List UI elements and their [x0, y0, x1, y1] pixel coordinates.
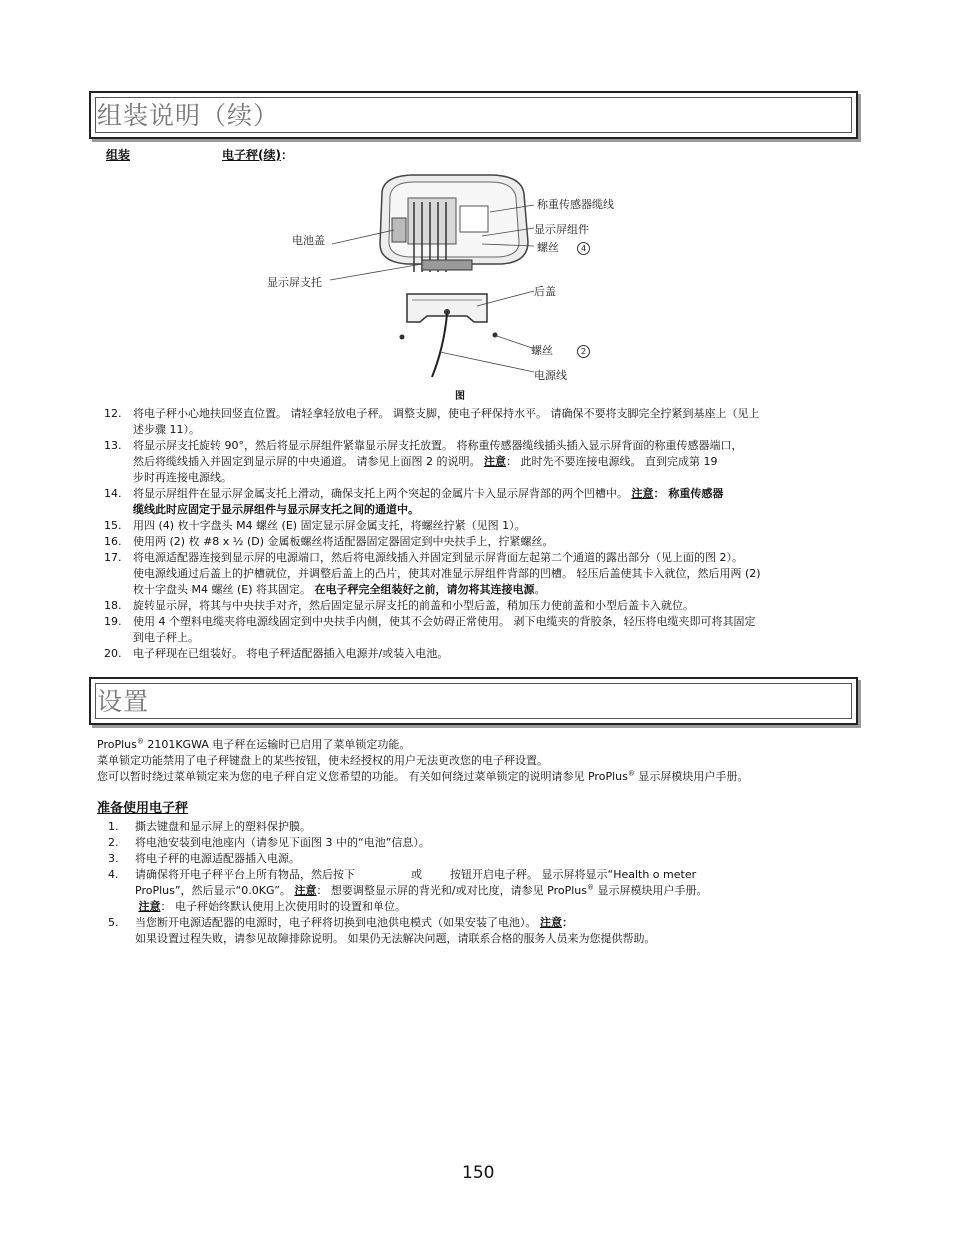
- step-text: 将电子秤的电源适配器插入电源。: [135, 852, 300, 865]
- callout-screw-4: [537, 239, 590, 255]
- step-number: 15.: [104, 519, 122, 532]
- step-text: 请确保将开电子秤平台上所有物品，然后按下 或 按钮开启电子秤。 显示屏将显示“Health o meter ProPlus”，然后显示“0.0KG”。 注意： 想要调整显示屏的背光和/或对比度，请参见 ProPlus® 显示屏模块用户手册。 注意： 电子秤始终默认使用上次使用时的设置和单位。: [135, 868, 708, 913]
- callout-screw-2-label: 螺丝: [531, 344, 553, 357]
- step-text: 当您断开电源适配器的电源时，电子秤将切换到电池供电模式（如果安装了电池）。 注意： 如果设置过程失败，请参见故障排除说明。 如果仍无法解决问题，请联系合格的服务人员来为您提供帮助。: [135, 916, 656, 945]
- step-number: 13.: [104, 439, 122, 452]
- callout-load-cable: 称重传感器缆线: [537, 198, 614, 211]
- section-title: 设置: [97, 687, 150, 716]
- label-plate: [460, 206, 488, 232]
- list-item: [108, 835, 848, 851]
- step-number: 1.: [108, 820, 119, 833]
- list-item: [104, 406, 849, 438]
- page-number: 150: [462, 1163, 495, 1183]
- step-number: 20.: [104, 647, 122, 660]
- list-item: [104, 486, 849, 518]
- step-text: 将电池安装到电池座内（请参见下面图 3 中的“电池”信息）。: [135, 836, 430, 849]
- assembly-steps: [104, 406, 849, 662]
- step-text: 将电源适配器连接到显示屏的电源端口，然后将电源线插入并固定到显示屏背面左起第二个通道的露出部分（见上面的图 2）。 使电源线通过后盖上的护槽就位，并调整后盖上的凸片，使其对准显示屏组件背部的凹槽。 轻压后盖使其卡入就位，然后用两 (2) 枚十字盘头 M4 螺丝 (E) 将其固定。 在电子秤完全组装好之前，请勿将其连接电源。: [133, 551, 761, 596]
- step-number: 2.: [108, 836, 119, 849]
- note-label: 注意: [294, 884, 317, 897]
- assembly-figure: [262, 172, 632, 400]
- setup-intro: [97, 737, 857, 785]
- figure-caption: 图: [455, 391, 465, 402]
- prep-steps: [108, 819, 848, 947]
- list-item: [108, 851, 848, 867]
- note-label: 注意: [540, 916, 562, 929]
- list-item: [104, 438, 849, 486]
- screw-left: [400, 335, 405, 340]
- step-text: 旋转显示屏，将其与中央扶手对齐，然后固定显示屏支托的前盖和小型后盖，稍加压力使前盖和小型后盖卡入就位。: [133, 599, 694, 612]
- power-cord-shape: [432, 314, 447, 377]
- step-text: 使用 4 个塑料电缆夹将电源线固定到中央扶手内侧，使其不会妨碍正常使用。 剥下电缆夹的背胶条，轻压将电缆夹即可将其固定 到电子秤上。: [133, 615, 756, 644]
- callout-screw-4-label: 螺丝: [537, 241, 559, 254]
- step-text: 撕去键盘和显示屏上的塑料保护膜。: [135, 820, 311, 833]
- list-item: [104, 598, 849, 614]
- step-number: 4.: [108, 868, 119, 881]
- intro-line-2: 菜单锁定功能禁用了电子秤键盘上的某些按钮，使未经授权的用户无法更改您的电子秤设置。: [97, 754, 548, 767]
- list-item: [108, 867, 848, 915]
- step-number: 12.: [104, 407, 122, 420]
- step-number: 18.: [104, 599, 122, 612]
- step-number: 3.: [108, 852, 119, 865]
- step-text: 使用两 (2) 枚 #8 x ½ (D) 金属板螺丝将适配器固定器固定到中央扶手上，拧紧螺丝。: [133, 535, 554, 548]
- list-item: [108, 915, 848, 947]
- step-number: 14.: [104, 487, 122, 500]
- callout-screw-2-num: 2: [577, 345, 590, 358]
- intro-line-3: 您可以暂时绕过菜单锁定来为您的电子秤自定义您希望的功能。 有关如何绕过菜单锁定的说明请参见 ProPlus® 显示屏模块用户手册。: [97, 769, 749, 783]
- callout-back-cover: 后盖: [534, 285, 556, 298]
- screw-right: [493, 333, 498, 338]
- list-item: [104, 518, 849, 534]
- subheading: [106, 146, 293, 163]
- intro-line-1: ProPlus® 2101KGWA 电子秤在运输时已启用了菜单锁定功能。: [97, 737, 411, 751]
- callout-screw-4-num: 4: [577, 242, 590, 255]
- list-item: [104, 550, 849, 598]
- list-item: [104, 534, 849, 550]
- display-bracket-shape: [422, 260, 472, 270]
- list-item: [108, 819, 848, 835]
- section-banner-setup: [89, 677, 858, 725]
- banner-inner-frame: [95, 683, 852, 719]
- circuit-area: [408, 198, 456, 244]
- note-label: 注意: [483, 455, 506, 468]
- step-text: 将显示屏组件在显示屏金属支托上滑动，确保支托上两个突起的金属片卡入显示屏背部的两个凹槽中。 注意： 称重传感器 缆线此时应固定于显示屏组件与显示屏支托之间的通道中。: [133, 487, 724, 516]
- battery-cover-shape: [392, 218, 406, 242]
- note-label: 注意: [631, 487, 654, 500]
- callout-display-assembly: 显示屏组件: [534, 223, 589, 236]
- subheading-part-b: 电子秤(续): [222, 148, 281, 162]
- subheading-colon: ：: [281, 148, 294, 162]
- step-number: 19.: [104, 615, 122, 628]
- callout-power-cord: 电源线: [534, 369, 567, 382]
- section-title: 组装说明（续）: [97, 101, 280, 130]
- list-item: [104, 646, 849, 662]
- prep-heading: 准备使用电子秤: [97, 801, 189, 816]
- step-number: 5.: [108, 916, 119, 929]
- callout-battery-cover: 电池盖: [292, 234, 325, 247]
- note-label: 注意: [138, 900, 161, 913]
- step-text: 将显示屏支托旋转 90°，然后将显示屏组件紧靠显示屏支托放置。 将称重传感器缆线插头插入显示屏背面的称重传感器端口， 然后将缆线插入并固定到显示屏的中央通道。 请参见上面图 2 的说明。 注意： 此时先不要连接电源线。 直到完成第 19 步时再连接电源线。: [133, 439, 743, 484]
- list-item: [104, 614, 849, 646]
- subheading-part-a: 组装: [106, 148, 131, 162]
- callout-screw-2: [531, 342, 590, 358]
- step-text: 电子秤现在已组装好。 将电子秤适配器插入电源并/或装入电池。: [133, 647, 449, 660]
- step-text: 将电子秤小心地扶回竖直位置。 请轻拿轻放电子秤。 调整支脚，使电子秤保持水平。 请确保不要将支脚完全拧紧到基座上（见上 述步骤 11）。: [133, 407, 760, 436]
- step-text: 用四 (4) 枚十字盘头 M4 螺丝 (E) 固定显示屏金属支托，将螺丝拧紧（见图 1）。: [133, 519, 526, 532]
- section-banner-assembly: [89, 91, 858, 139]
- step-number: 16.: [104, 535, 122, 548]
- callout-display-bracket: 显示屏支托: [267, 276, 322, 289]
- step-number: 17.: [104, 551, 122, 564]
